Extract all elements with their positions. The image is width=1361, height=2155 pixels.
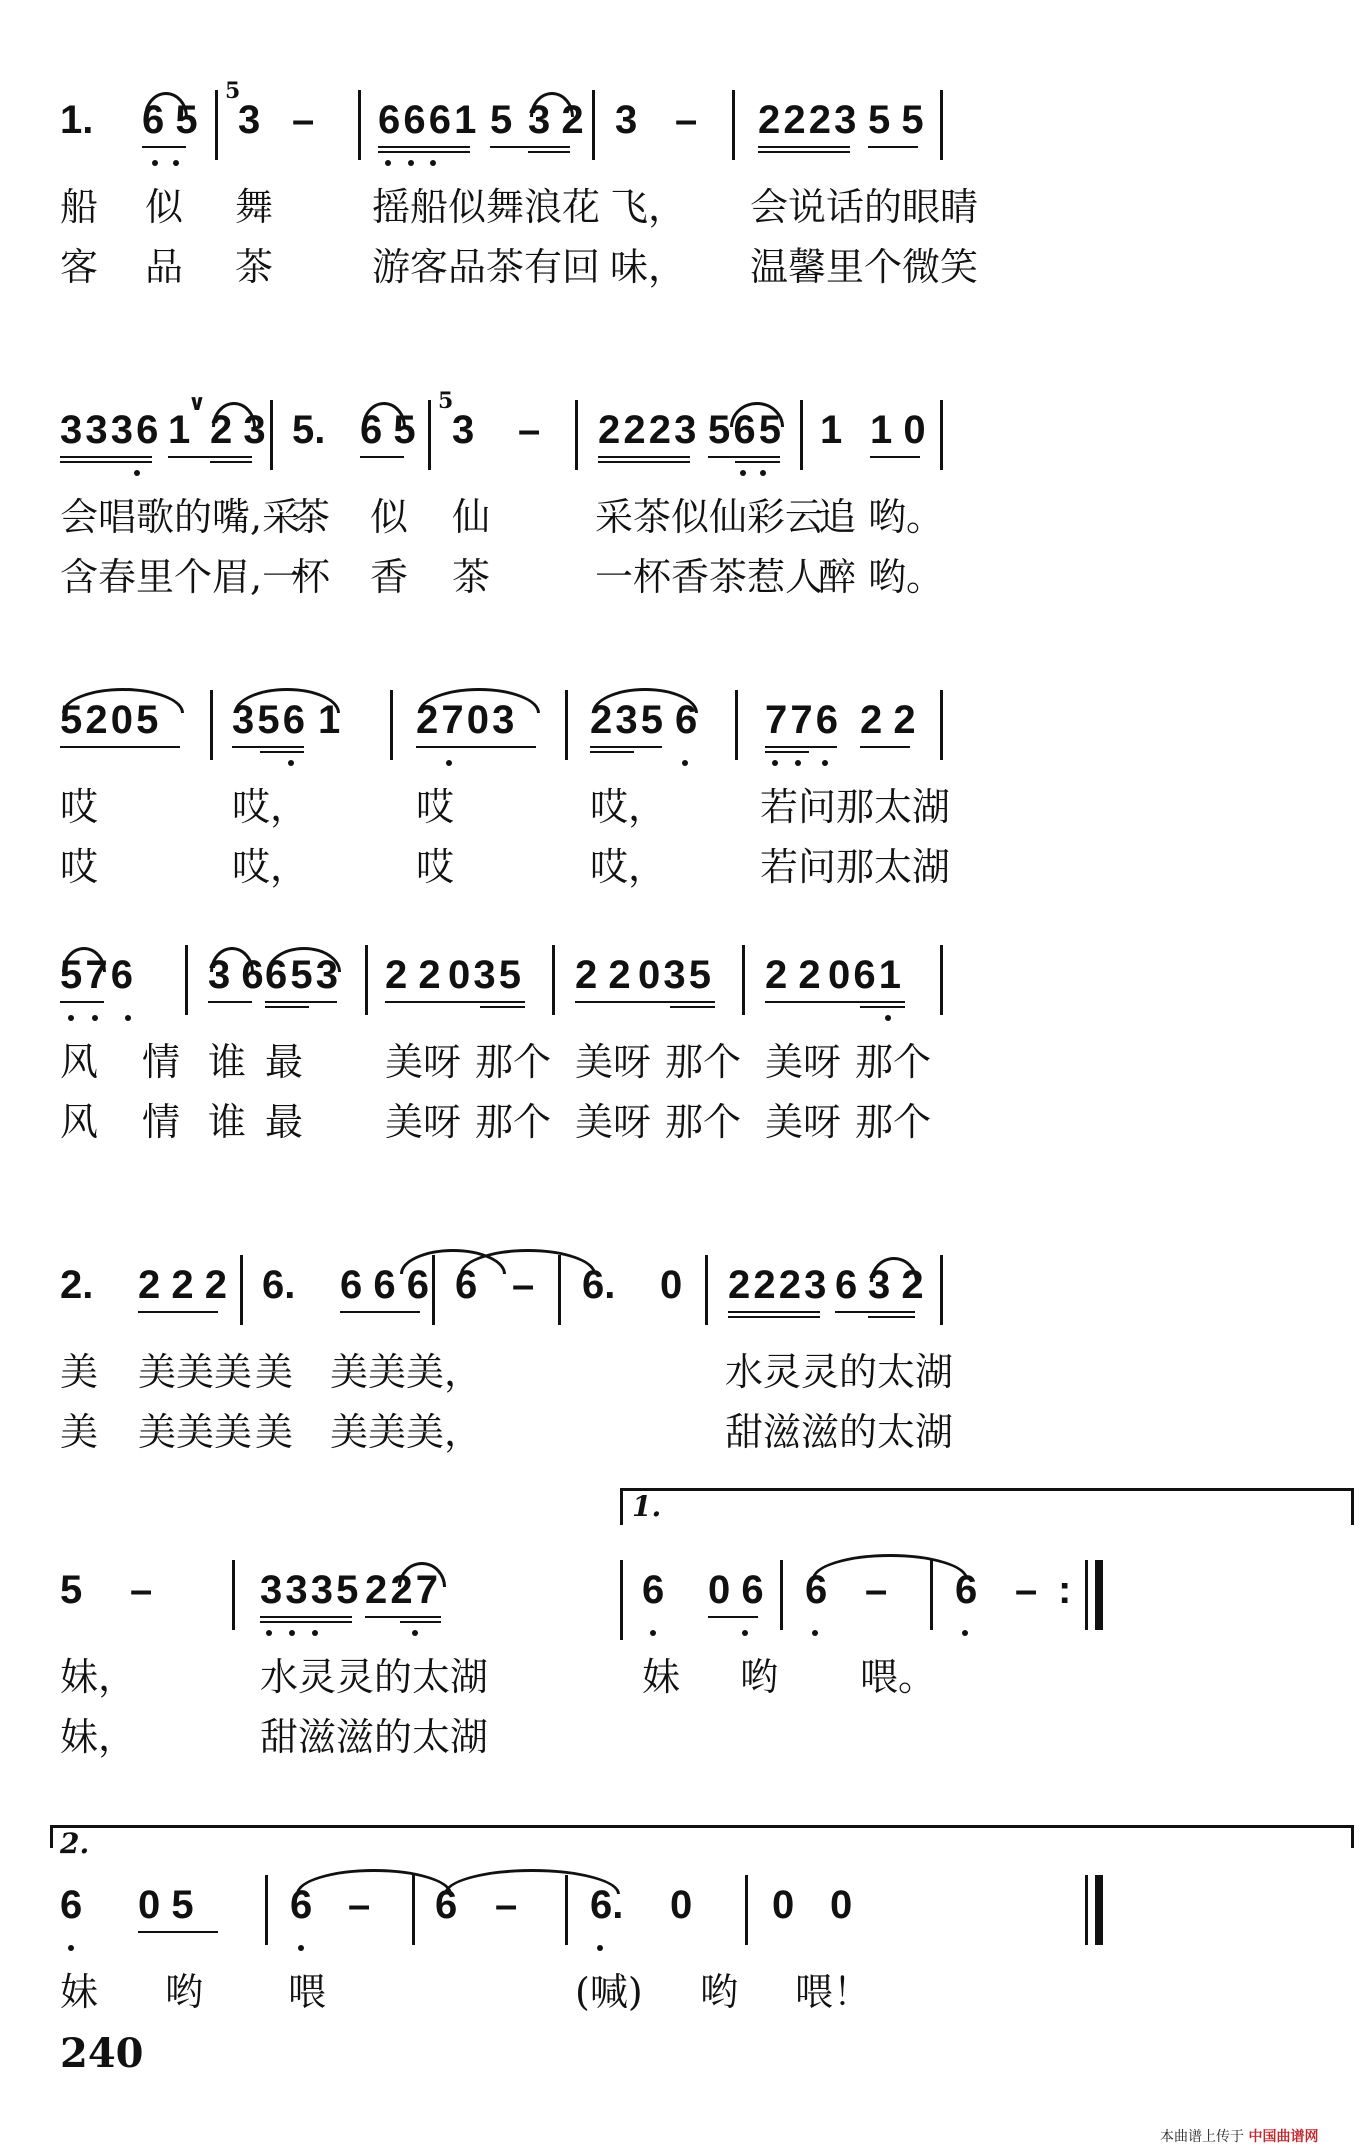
note: 6.	[262, 1263, 296, 1307]
lyric-1: 美呀	[765, 1040, 842, 1084]
volta-label: 1.	[632, 1490, 662, 1523]
note: 6 5	[142, 98, 198, 142]
lyric-1: 哟	[740, 1655, 779, 1699]
lyric-1: 喂	[288, 1970, 327, 2014]
note: 6	[435, 1883, 458, 1927]
note: 2 2 7	[365, 1568, 434, 1612]
system-4	[60, 945, 1310, 1145]
lyric-2: 美美美	[138, 1410, 253, 1454]
note: 0 6	[708, 1568, 764, 1612]
note: 0 3 5	[448, 953, 517, 997]
note: 2 3	[210, 408, 266, 452]
lyric-2: 杯	[292, 555, 331, 599]
lyric-1: 哎	[416, 785, 455, 829]
note: 3 6	[208, 953, 264, 997]
repeat-sign: :	[1058, 1568, 1072, 1612]
lyric-2: 那个	[855, 1100, 932, 1144]
lyric-1: 妹	[60, 1970, 99, 2014]
lyric-1: 茶	[292, 495, 331, 539]
note: 0	[830, 1883, 853, 1927]
lyric-1: 船	[60, 185, 99, 229]
system-7	[60, 1827, 1310, 2014]
page-number: 240	[60, 2030, 144, 2077]
lyric-2: 品	[145, 245, 184, 289]
note: 2 2 2 3	[728, 1263, 823, 1307]
note: 2 2	[860, 698, 916, 742]
lyric-2: 甜滋滋的太湖	[725, 1410, 954, 1454]
site-logo[interactable]: 中国曲谱网	[1248, 2129, 1319, 2145]
note: 2 2 2 3	[598, 408, 693, 452]
lyric-2: 客	[60, 245, 99, 289]
footer	[1160, 2126, 1318, 2146]
note: 3	[615, 98, 638, 142]
lyric-1: 美呀	[575, 1040, 652, 1084]
note: 2 2	[385, 953, 441, 997]
lyric-1: 最	[265, 1040, 304, 1084]
lyric-2: 美呀	[575, 1100, 652, 1144]
lyric-2: 美	[60, 1410, 99, 1454]
volta-label: 2.	[60, 1827, 90, 1860]
lyric-2: 香	[370, 555, 409, 599]
note: 0 6 1	[828, 953, 897, 997]
lyric-1: 喂！	[795, 1970, 872, 2014]
note: 6 6 6	[340, 1263, 429, 1307]
note: 3 5 6	[232, 698, 301, 742]
lyric-1: 仙	[452, 495, 491, 539]
note: 6	[455, 1263, 478, 1307]
note: 5 7 6	[60, 953, 129, 997]
note: 2 2 2	[138, 1263, 227, 1307]
lyric-1: 飞，	[610, 185, 687, 229]
note: 0 5	[138, 1883, 194, 1927]
note: 6	[955, 1568, 978, 1612]
note: 5 6 5	[708, 408, 777, 452]
note: 3	[452, 408, 475, 452]
note: 3 3 3 6	[60, 408, 155, 452]
lyric-1: 美	[60, 1350, 99, 1394]
note: 2 3 5	[590, 698, 659, 742]
lyric-2: 一杯香茶惹人	[595, 555, 824, 599]
lyric-2: 最	[265, 1100, 304, 1144]
note: 0	[660, 1263, 683, 1307]
note: 7 7 6	[765, 698, 834, 742]
lyric-2: 哟。	[868, 555, 945, 599]
lyric-2: 哎，	[590, 845, 667, 889]
note: 0	[772, 1883, 795, 1927]
note: 6	[835, 1263, 858, 1307]
note: –	[675, 98, 698, 142]
lyric-2: 美	[255, 1410, 294, 1454]
system-1	[60, 78, 1310, 290]
lyric-1: 采茶似仙彩云	[595, 495, 824, 539]
note: 2 2 2 3	[758, 98, 853, 142]
lyric-1: 妹	[642, 1655, 681, 1699]
note: 2 2	[575, 953, 631, 997]
note: 6.	[582, 1263, 616, 1307]
volta-bracket-1	[620, 1488, 1354, 1525]
lyric-2: 醉	[818, 555, 857, 599]
note: 2.	[60, 1263, 94, 1307]
note: 6	[642, 1568, 665, 1612]
lyric-1: 追	[818, 495, 857, 539]
note: 6	[805, 1568, 828, 1612]
note: 6 5 3	[265, 953, 334, 997]
note: 2 7 0 3	[416, 698, 511, 742]
lyric-1: 谁	[208, 1040, 247, 1084]
lyric-2: 谁	[208, 1100, 247, 1144]
note: 3 2	[868, 1263, 924, 1307]
note: –	[292, 98, 315, 142]
note: –	[495, 1883, 518, 1927]
lyric-2: 哎	[60, 845, 99, 889]
system-3	[60, 690, 1310, 890]
lyric-1: 风	[60, 1040, 99, 1084]
lyric-1: 哟	[700, 1970, 739, 2014]
lyric-1: 水灵灵的太湖	[725, 1350, 954, 1394]
lyric-2: 那个	[665, 1100, 742, 1144]
grace-note: 5	[225, 78, 241, 104]
lyric-2: 游客品茶有回	[372, 245, 601, 289]
lyric-1: 哟	[165, 1970, 204, 2014]
note: 2 2	[765, 953, 821, 997]
note: –	[518, 408, 541, 452]
note: 6 5	[360, 408, 416, 452]
lyric-1: (喊)	[575, 1970, 643, 2014]
lyric-1: 情	[142, 1040, 181, 1084]
system-5	[60, 1255, 1310, 1455]
note: 0 3 5	[638, 953, 707, 997]
lyric-1: 那个	[855, 1040, 932, 1084]
lyric-1: 水灵灵的太湖	[260, 1655, 489, 1699]
note: 3	[238, 98, 261, 142]
lyric-2: 美呀	[385, 1100, 462, 1144]
note: –	[348, 1883, 371, 1927]
lyric-2: 情	[142, 1100, 181, 1144]
lyric-2: 茶	[452, 555, 491, 599]
footer-text: 本曲谱上传于	[1160, 2129, 1244, 2145]
lyric-2: 甜滋滋的太湖	[260, 1715, 489, 1759]
system-6	[60, 1490, 1310, 1760]
lyric-1: 摇船似舞浪花	[372, 185, 601, 229]
note: –	[1015, 1568, 1038, 1612]
lyric-1: 哎，	[232, 785, 309, 829]
note: 5	[60, 1568, 83, 1612]
lyric-2: 美美美，	[330, 1410, 483, 1454]
note: 5 5	[868, 98, 924, 142]
lyric-1: 舞	[235, 185, 274, 229]
lyric-2: 若问那太湖	[760, 845, 951, 889]
note: 3 3 3 5	[260, 1568, 355, 1612]
lyric-1: 美呀	[385, 1040, 462, 1084]
note: 6 6 6 1	[378, 98, 473, 142]
lyric-1: 若问那太湖	[760, 785, 951, 829]
lyric-2: 味，	[610, 245, 687, 289]
lyric-2: 哎，	[232, 845, 309, 889]
lyric-2: 哎	[416, 845, 455, 889]
note: –	[512, 1263, 535, 1307]
note: 1	[318, 698, 341, 742]
lyric-2: 妹，	[60, 1715, 137, 1759]
lyric-1: 哟。	[868, 495, 945, 539]
lyric-1: 会说话的眼睛	[750, 185, 979, 229]
lyric-2: 茶	[235, 245, 274, 289]
grace-note: 5	[438, 388, 454, 414]
lyric-1: 哎，	[590, 785, 667, 829]
note: 3 2	[528, 98, 584, 142]
lyric-1: 那个	[475, 1040, 552, 1084]
lyric-1: 美美美，	[330, 1350, 483, 1394]
volta-bracket-2	[50, 1825, 1354, 1848]
lyric-1: 似	[145, 185, 184, 229]
system-2: 3 3 3 6 1 ∨ 2 3 5. 6 5 5 3 – 2 2 2 3 5 6 5 1 1 0 会唱歌的嘴,采 茶 似 仙 采茶似仙彩云 追 哟。 含春里个眉,一 杯 香 茶 一杯香茶惹人 醉 哟。	[60, 388, 945, 599]
note: 5.	[292, 408, 326, 452]
note: 1 0	[870, 408, 926, 452]
note: –	[130, 1568, 153, 1612]
lyric-1: 美	[255, 1350, 294, 1394]
note: 5 2 0 5	[60, 698, 155, 742]
note: 0	[670, 1883, 693, 1927]
note: 6	[290, 1883, 313, 1927]
note: 1	[168, 408, 191, 452]
lyric-1: 那个	[665, 1040, 742, 1084]
note: 6.	[590, 1883, 624, 1927]
lyric-2: 含春里个眉,一	[60, 555, 301, 599]
note: 5	[490, 98, 513, 142]
note: 1.	[60, 98, 94, 142]
note: 6	[60, 1883, 83, 1927]
note: 6	[675, 698, 698, 742]
lyric-1: 美美美	[138, 1350, 253, 1394]
lyric-2: 那个	[475, 1100, 552, 1144]
lyric-2: 温馨里个微笑	[750, 245, 979, 289]
lyric-1: 似	[370, 495, 409, 539]
lyric-1: 妹，	[60, 1655, 137, 1699]
lyric-1: 会唱歌的嘴,采	[60, 495, 301, 539]
lyric-1: 喂。	[860, 1655, 937, 1699]
lyric-2: 美呀	[765, 1100, 842, 1144]
note: 1	[820, 408, 843, 452]
lyric-2: 风	[60, 1100, 99, 1144]
note: –	[865, 1568, 888, 1612]
lyric-1: 哎	[60, 785, 99, 829]
